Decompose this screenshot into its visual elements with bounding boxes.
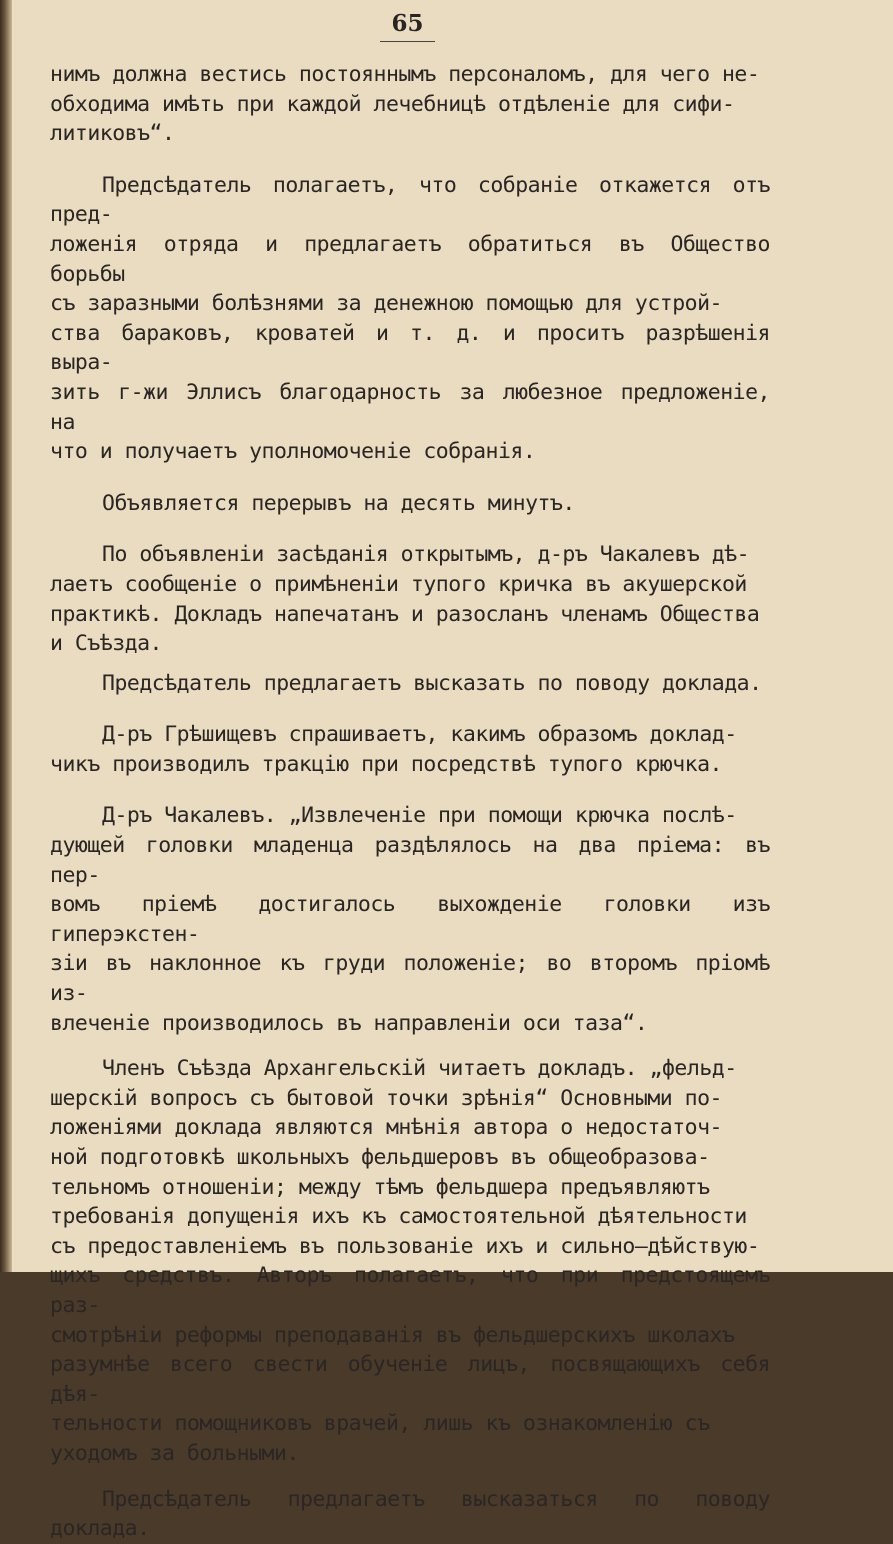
paragraph-chairman-closing: Предсѣдатель предлагаетъ высказаться по поводу доклада. <box>50 1486 783 1542</box>
paragraph-chairman-discussion: Предсѣдатель предлагаетъ высказать по поводу доклада. <box>102 670 762 696</box>
paragraph-break-announcement: Объявляется перерывъ на десять минутъ. <box>102 490 575 516</box>
paragraph-continuation: нимъ должна вестись постояннымъ персоналомъ, для чего не- обходима имѣть при каждой лечебницѣ отдѣленіе для сифи- литиковъ“. <box>50 62 760 147</box>
paragraph-chairman-proposal: Предсѣдатель полагаетъ, что собраніе откажется отъ пред- ложенія отряда и предлагаетъ обратиться въ Общество борьбы съ заразными болѣзнями за денежною помощью для устрой- ства бараковъ, кроватей и т. д. и проситъ разрѣшенія выра- зить г-жи Эллисъ благодарность за любезное предложеніе, на что и получаетъ уполномоченіе собранія. <box>50 172 770 465</box>
page-number-rule <box>380 41 435 42</box>
book-spine-shadow <box>0 0 12 1272</box>
page-number: 65 <box>391 10 424 37</box>
paragraph-chakalev-answer: Д-ръ Чакалевъ. „Извлеченіе при помощи крючка послѣ- дующей головки младенца раздѣлялось на два пріема: въ пер- вомъ пріемѣ достигалось выхожденіе головки изъ гиперэкстен- зіи въ наклонное къ груди положеніе; во второмъ пріомѣ из- влеченіе производилось въ направленіи оси таза“. <box>50 803 770 1036</box>
paragraph-greshishchev-question: Д-ръ Грѣшищевъ спрашиваетъ, какимъ образомъ доклад- чикъ производилъ тракцію при посредствѣ тупого крючка. <box>50 722 737 777</box>
paragraph-arkhangelsky-report: Членъ Съѣзда Архангельскій читаетъ докладъ. „фельд- шерскій вопросъ съ бытовой точки зрѣнія“ Основными по- ложеніями доклада являются мнѣнія автора о недостаточ- ной подготовкѣ школьныхъ фельдшеровъ въ общеобразова- тельномъ отношеніи; между тѣмъ фельдшера предъявляютъ требованія допущенія ихъ къ самостоятельной дѣятельности съ предоставленіемъ въ пользованіе ихъ и сильно—дѣйствую- щихъ средствъ. Авторъ полагаетъ, что при предстоящемъ раз- смотрѣніи реформы преподаванія въ фельдшерскихъ школахъ разумнѣе всего свести обученіе лицъ, посвящающихъ себя дѣя- тельности помощниковъ врачей, лишь къ ознакомленію съ уходомъ за больными. <box>50 1056 770 1466</box>
body-text <box>50 60 783 1544</box>
paragraph-chakalev-report: По объявленіи засѣданія открытымъ, д-ръ Чакалевъ дѣ- лаетъ сообщеніе о примѣненіи тупого кричка въ акушерской практикѣ. Докладъ напечатанъ и разосланъ членамъ Общества и Съѣзда. <box>50 542 760 657</box>
